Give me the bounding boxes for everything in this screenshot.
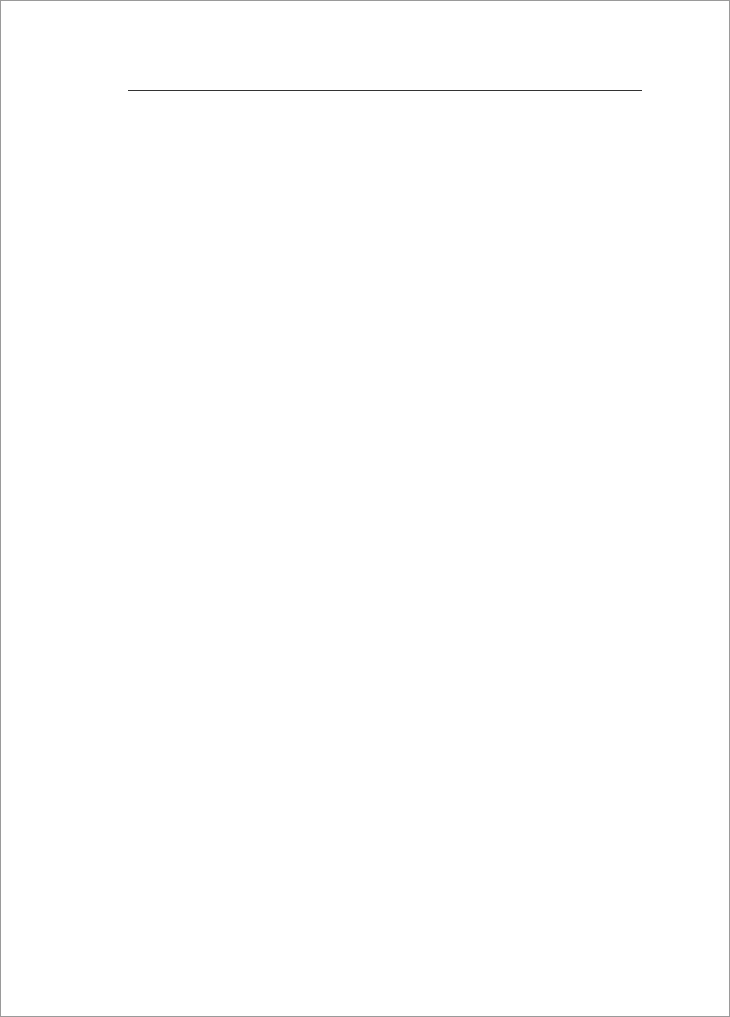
running-header <box>128 70 642 90</box>
header-rule <box>128 90 642 91</box>
page-content <box>131 100 643 110</box>
